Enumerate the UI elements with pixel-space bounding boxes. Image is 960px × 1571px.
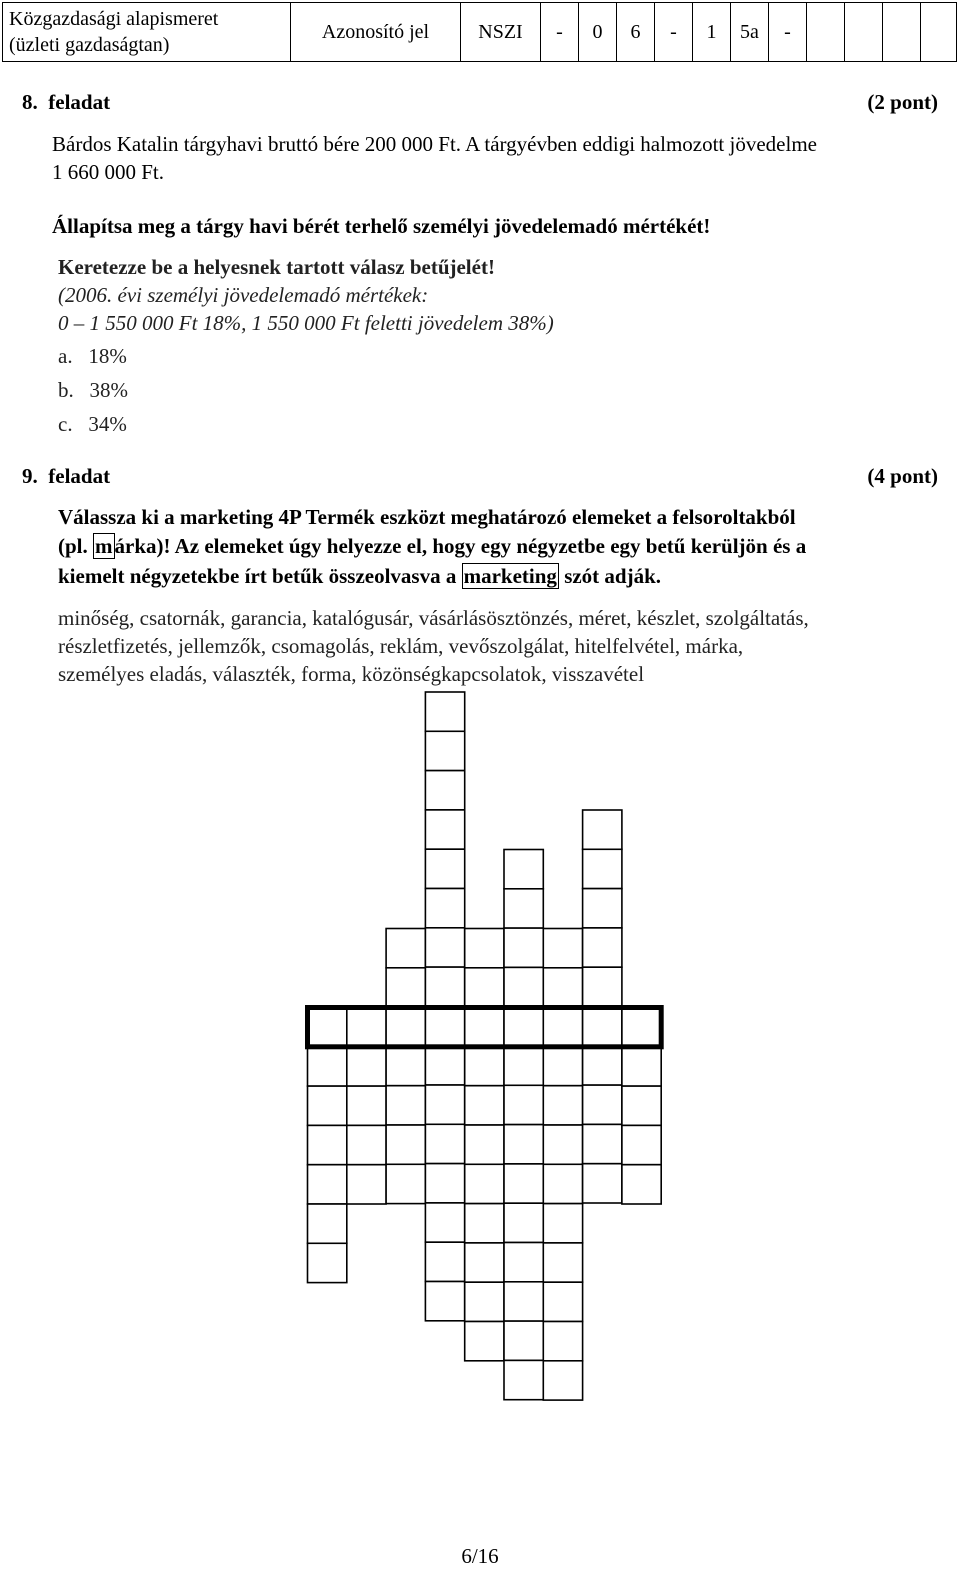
crossword-cell[interactable] bbox=[465, 968, 504, 1007]
option-value: 34% bbox=[88, 412, 127, 436]
subject-line-2: (üzleti gazdaságtan) bbox=[9, 34, 170, 56]
crossword-cell[interactable] bbox=[583, 1124, 622, 1163]
crossword-cell[interactable] bbox=[543, 1282, 582, 1321]
crossword-cell[interactable] bbox=[425, 692, 464, 731]
option-letter: b. bbox=[58, 378, 74, 402]
crossword-cell[interactable] bbox=[504, 1164, 543, 1203]
crossword-cell[interactable] bbox=[465, 1282, 504, 1321]
crossword-cell[interactable] bbox=[425, 1046, 464, 1085]
crossword-cell[interactable] bbox=[347, 1125, 386, 1164]
word-list-line1: minőség, csatornák, garancia, katalógusár, vásárlásösztönzés, méret, készlet, szolgáltatás, bbox=[58, 606, 809, 630]
id-cell: 6 bbox=[617, 3, 655, 61]
task8-points: (2 pont) bbox=[867, 90, 938, 114]
crossword-cell[interactable] bbox=[465, 1164, 504, 1203]
crossword-cell[interactable] bbox=[504, 1046, 543, 1085]
crossword-cell[interactable] bbox=[425, 1006, 464, 1045]
crossword-cell[interactable] bbox=[308, 1204, 347, 1243]
crossword-cell[interactable] bbox=[504, 1321, 543, 1360]
keyword-box: marketing bbox=[463, 564, 557, 588]
crossword-cell[interactable] bbox=[386, 929, 425, 968]
crossword-cell[interactable] bbox=[425, 1282, 464, 1321]
task8-number: 8. bbox=[22, 90, 38, 114]
crossword-cell[interactable] bbox=[425, 889, 464, 928]
task9-title: feladat bbox=[48, 464, 111, 488]
crossword-cell[interactable] bbox=[386, 968, 425, 1007]
crossword-cell[interactable] bbox=[347, 1008, 386, 1047]
crossword-cell[interactable] bbox=[308, 1165, 347, 1204]
crossword-cell[interactable] bbox=[465, 1204, 504, 1243]
crossword-cell[interactable] bbox=[465, 1243, 504, 1282]
crossword-cell[interactable] bbox=[622, 1047, 661, 1086]
id-cell: 1 bbox=[693, 3, 731, 61]
task9-instruction-line1: Válassza ki a marketing 4P Termék eszközt meghatározó elemeket a felsoroltakból bbox=[58, 505, 796, 529]
crossword-cell[interactable] bbox=[583, 1085, 622, 1124]
id-cell: - bbox=[541, 3, 579, 61]
crossword-cell[interactable] bbox=[425, 771, 464, 810]
task8-title: feladat bbox=[48, 90, 111, 114]
task8-note-line2: 0 – 1 550 000 Ft 18%, 1 550 000 Ft feletti jövedelem 38%) bbox=[58, 311, 554, 335]
task9-number: 9. bbox=[22, 464, 38, 488]
crossword-cell[interactable] bbox=[583, 889, 622, 928]
crossword-cell[interactable] bbox=[308, 1047, 347, 1086]
crossword-cell[interactable] bbox=[425, 928, 464, 967]
crossword-cell[interactable] bbox=[425, 1124, 464, 1163]
crossword-cell[interactable] bbox=[543, 968, 582, 1007]
crossword-cell[interactable] bbox=[308, 1243, 347, 1282]
crossword-cell[interactable] bbox=[543, 1046, 582, 1085]
crossword-cell[interactable] bbox=[386, 1007, 425, 1046]
id-code: NSZI bbox=[461, 3, 541, 61]
crossword-cell[interactable] bbox=[543, 1007, 582, 1046]
crossword-cell[interactable] bbox=[465, 1007, 504, 1046]
crossword-cell[interactable] bbox=[465, 1322, 504, 1361]
crossword-cell[interactable] bbox=[622, 1125, 661, 1164]
crossword-cell[interactable] bbox=[425, 731, 464, 770]
id-cell: - bbox=[769, 3, 807, 61]
text-fragment: kiemelt négyzetekbe írt betűk összeolvasva a bbox=[58, 564, 462, 588]
crossword-cell[interactable] bbox=[425, 1203, 464, 1242]
crossword-cell[interactable] bbox=[347, 1047, 386, 1086]
crossword-cell[interactable] bbox=[425, 1164, 464, 1203]
crossword-cell[interactable] bbox=[583, 849, 622, 888]
word-list-line2: részletfizetés, jellemzők, csomagolás, reklám, vevőszolgálat, hitelfelvétel, márka, bbox=[58, 634, 744, 658]
option-value: 18% bbox=[88, 344, 127, 368]
text-fragment: árka)! Az elemeket úgy helyezze el, hogy egy négyzetbe egy betű kerüljön és a bbox=[114, 534, 807, 558]
crossword-cell[interactable] bbox=[465, 1086, 504, 1125]
crossword-cell[interactable] bbox=[583, 928, 622, 967]
crossword-cell[interactable] bbox=[504, 1282, 543, 1321]
crossword-cell[interactable] bbox=[504, 1360, 543, 1399]
crossword-cell[interactable] bbox=[425, 967, 464, 1006]
crossword-cell[interactable] bbox=[583, 1164, 622, 1203]
crossword-cell[interactable] bbox=[465, 929, 504, 968]
id-cell: 0 bbox=[579, 3, 617, 61]
page-number: 6/16 bbox=[461, 1544, 499, 1568]
crossword-cell[interactable] bbox=[622, 1165, 661, 1204]
crossword-cell[interactable] bbox=[465, 1125, 504, 1164]
crossword-cell[interactable] bbox=[386, 1164, 425, 1203]
option-letter: a. bbox=[58, 344, 73, 368]
crossword-cell[interactable] bbox=[543, 929, 582, 968]
crossword-cell[interactable] bbox=[583, 810, 622, 849]
crossword-cell[interactable] bbox=[543, 1164, 582, 1203]
crossword-cell[interactable] bbox=[504, 850, 543, 889]
crossword-cell[interactable] bbox=[504, 1085, 543, 1124]
word-list-line3: személyes eladás, választék, forma, közönségkapcsolatok, visszavétel bbox=[58, 662, 645, 686]
crossword-cell[interactable] bbox=[425, 1242, 464, 1281]
crossword-cell[interactable] bbox=[425, 849, 464, 888]
crossword-cell[interactable] bbox=[386, 1046, 425, 1085]
task8-text-line1: Bárdos Katalin tárgyhavi bruttó bére 200 000 Ft. A tárgyévben eddigi halmozott jövedelme bbox=[52, 132, 817, 156]
crossword-cell[interactable] bbox=[425, 1085, 464, 1124]
crossword-cell[interactable] bbox=[504, 1125, 543, 1164]
crossword-cell[interactable] bbox=[386, 1086, 425, 1125]
option-letter: c. bbox=[58, 412, 73, 436]
text-fragment: (pl. bbox=[58, 534, 94, 558]
task9-points: (4 pont) bbox=[867, 464, 938, 488]
crossword-cell[interactable] bbox=[543, 1125, 582, 1164]
task8-instruction: Keretezze be a helyesnek tartott válasz betűjelét! bbox=[58, 255, 495, 279]
crossword-cell[interactable] bbox=[504, 1203, 543, 1242]
crossword-cell[interactable] bbox=[347, 1165, 386, 1204]
task8-question: Állapítsa meg a tárgy havi bérét terhelő személyi jövedelemadó mértékét! bbox=[52, 214, 711, 238]
crossword-cell[interactable] bbox=[543, 1322, 582, 1361]
option-value: 38% bbox=[89, 378, 128, 402]
subject-line-1: Közgazdasági alapismeret bbox=[9, 8, 219, 30]
crossword-cell[interactable] bbox=[308, 1086, 347, 1125]
crossword-cell[interactable] bbox=[622, 1086, 661, 1125]
crossword-cell[interactable] bbox=[543, 1204, 582, 1243]
crossword-cell[interactable] bbox=[583, 1007, 622, 1046]
crossword-cell[interactable] bbox=[504, 928, 543, 967]
task8-text-line2: 1 660 000 Ft. bbox=[52, 160, 165, 184]
crossword-cell[interactable] bbox=[504, 1007, 543, 1046]
task8-note-line1: (2006. évi személyi jövedelemadó mértékek: bbox=[58, 283, 429, 307]
crossword-cell[interactable] bbox=[465, 1046, 504, 1085]
crossword-cell[interactable] bbox=[543, 1243, 582, 1282]
crossword-cell[interactable] bbox=[386, 1125, 425, 1164]
crossword-cell[interactable] bbox=[504, 967, 543, 1006]
crossword-cell[interactable] bbox=[308, 1008, 347, 1047]
crossword-cell[interactable] bbox=[622, 1008, 661, 1047]
example-letter-box: m bbox=[95, 534, 113, 558]
crossword-cell[interactable] bbox=[583, 967, 622, 1006]
crossword-cell[interactable] bbox=[543, 1086, 582, 1125]
crossword-cell[interactable] bbox=[504, 889, 543, 928]
crossword-cell[interactable] bbox=[504, 1243, 543, 1282]
crossword-cell[interactable] bbox=[347, 1086, 386, 1125]
id-label: Azonosító jel bbox=[291, 3, 461, 61]
crossword-cell[interactable] bbox=[425, 810, 464, 849]
crossword-cell[interactable] bbox=[543, 1361, 582, 1400]
text-fragment: szót adják. bbox=[558, 564, 662, 588]
crossword-cell[interactable] bbox=[583, 1046, 622, 1085]
id-cell: - bbox=[655, 3, 693, 61]
crossword-cell[interactable] bbox=[308, 1125, 347, 1164]
id-cell: 5a bbox=[731, 3, 769, 61]
